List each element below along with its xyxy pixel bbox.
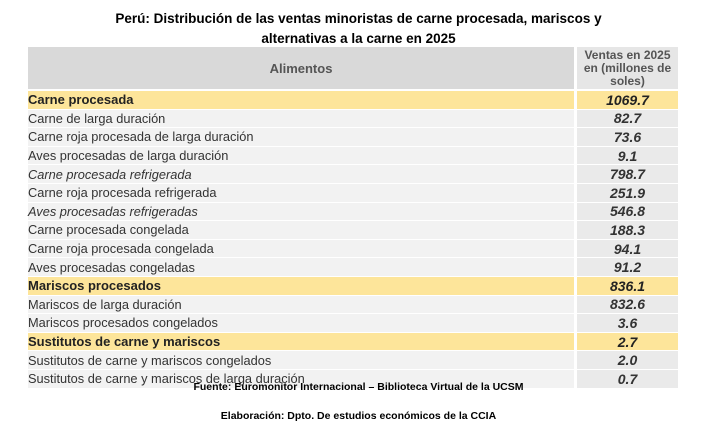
row-label: Mariscos procesados [28, 277, 574, 296]
table-row [28, 128, 678, 147]
row-label: Aves procesadas de larga duración [28, 147, 574, 166]
table-body [28, 91, 678, 389]
row-label: Mariscos de larga duración [28, 296, 574, 315]
table-row [28, 240, 678, 259]
table-header-row [28, 47, 678, 91]
row-label: Carne procesada refrigerada [28, 165, 574, 184]
row-label: Mariscos procesados congelados [28, 314, 574, 333]
title-line-1: Perú: Distribución de las ventas minoristas de carne procesada, mariscos y [115, 11, 602, 26]
row-value: 836.1 [574, 277, 678, 296]
table-row [28, 258, 678, 277]
category-row [28, 277, 678, 296]
sales-table [28, 47, 678, 389]
table-row [28, 203, 678, 222]
table-title [0, 9, 717, 49]
header-ventas-line-1: Ventas en 2025 [584, 47, 671, 62]
row-value: 82.7 [574, 110, 678, 129]
table-row [28, 351, 678, 370]
header-ventas [574, 47, 678, 91]
row-label: Carne de larga duración [28, 110, 574, 129]
row-label: Sustitutos de carne y mariscos de larga duración [28, 370, 574, 389]
row-value: 251.9 [574, 184, 678, 203]
row-value: 188.3 [574, 221, 678, 240]
row-value: 2.7 [574, 333, 678, 352]
row-label: Aves procesadas refrigeradas [28, 203, 574, 222]
table-row [28, 296, 678, 315]
title-line-2: alternativas a la carne en 2025 [261, 31, 456, 46]
table-row [28, 184, 678, 203]
row-value: 73.6 [574, 128, 678, 147]
row-label: Sustitutos de carne y mariscos congelados [28, 351, 574, 370]
table-row [28, 314, 678, 333]
table-row [28, 221, 678, 240]
row-value: 0.7 [574, 370, 678, 389]
row-value: 798.7 [574, 165, 678, 184]
row-value: 9.1 [574, 147, 678, 166]
row-value: 94.1 [574, 240, 678, 259]
row-label: Carne procesada [28, 91, 574, 110]
row-label: Carne roja procesada congelada [28, 240, 574, 259]
row-value: 546.8 [574, 203, 678, 222]
row-label: Carne roja procesada refrigerada [28, 184, 574, 203]
row-value: 2.0 [574, 351, 678, 370]
row-value: 91.2 [574, 258, 678, 277]
footer-credit: Elaboración: Dpto. De estudios económicos de la CCIA [220, 410, 497, 422]
header-ventas-line-2: en (millones de [583, 60, 672, 75]
row-label: Aves procesadas congeladas [28, 258, 574, 277]
row-label: Carne roja procesada de larga duración [28, 128, 574, 147]
category-row [28, 91, 678, 110]
table-row [28, 110, 678, 129]
category-row [28, 333, 678, 352]
header-ventas-line-3: soles) [610, 73, 645, 88]
row-label: Carne procesada congelada [28, 221, 574, 240]
row-label: Sustitutos de carne y mariscos [28, 333, 574, 352]
table-row [28, 147, 678, 166]
table-row [28, 165, 678, 184]
row-value: 832.6 [574, 296, 678, 315]
footer-source: Fuente: Euromonitor Internacional – Biblioteca Virtual de la UCSM [193, 381, 524, 393]
header-alimentos: Alimentos [28, 47, 574, 91]
row-value: 1069.7 [574, 91, 678, 110]
row-value: 3.6 [574, 314, 678, 333]
